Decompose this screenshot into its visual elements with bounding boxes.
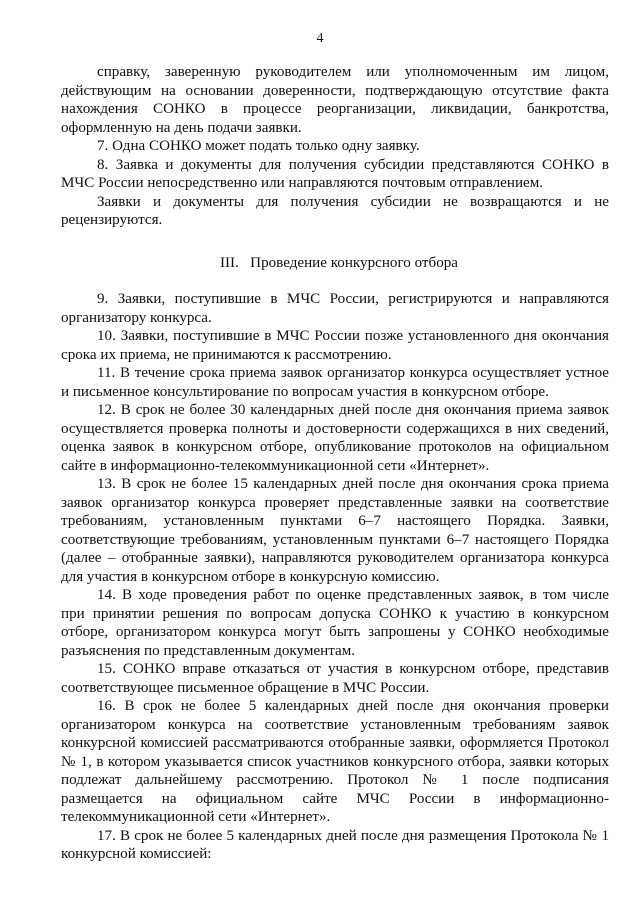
spacer — [61, 272, 609, 290]
page-number: 4 — [316, 31, 324, 46]
section-heading — [61, 254, 609, 273]
paragraph-10: 10. Заявки, поступившие в МЧС России позже установленного дня окончания срока их приема, не принимаются к рассмотрению. — [61, 328, 609, 363]
section-title: Проведение конкурсного отбора — [250, 254, 458, 271]
paragraph-15: 15. СОНКО вправе отказаться от участия в конкурсном отборе, представив соответствующее письменное обращение в МЧС России. — [61, 661, 609, 696]
section-number: III. — [219, 254, 239, 271]
paragraph-8: 8. Заявка и документы для получения субсидии представляются СОНКО в МЧС России непосредственно или направляются почтовым отправлением. — [61, 156, 609, 191]
paragraph-7: 7. Одна СОНКО может подать только одну заявку. — [97, 138, 420, 154]
paragraph-not-returned: Заявки и документы для получения субсидии не возвращаются и не рецензируются. — [61, 193, 609, 228]
paragraph-11: 11. В течение срока приема заявок организатор конкурса осуществляет устное и письменное консультирование по вопросам участия в конкурсном отборе. — [61, 365, 609, 400]
spacer — [61, 230, 609, 254]
paragraph-14: 14. В ходе проведения работ по оценке представленных заявок, в том числе при принятии решения по вопросам допуска СОНКО к участию в конкурсном отборе, организатором конкурса могут быть запрошены у СОНКО необходимые разъяснения по представленным документам. — [61, 587, 609, 659]
paragraph-16: 16. В срок не более 5 календарных дней после дня окончания проверки организатором конкурса на соответствие установленным требованиям заявок конкурсной комиссией рассматриваются отобранные заявки, оформляется Протокол № 1, в котором указывается список участников конкурсного отбора, заявки которых подлежат дальнейшему рассмотрению. Протокол № 1 после подписания размещается на официальном сайте МЧС России в информационно-телекоммуникационной сети «Интернет». — [61, 698, 609, 825]
document-body — [61, 63, 609, 864]
paragraph-17: 17. В срок не более 5 календарных дней после дня размещения Протокола № 1 конкурсной комиссией: — [61, 827, 609, 862]
paragraph-certificate: справку, заверенную руководителем или уполномоченным им лицом, действующим на основании доверенности, подтверждающую отсутствие факта нахождения СОНКО в процессе реорганизации, ликвидации, банкротства, оформленную на день подачи заявки. — [61, 64, 609, 136]
paragraph-13: 13. В срок не более 15 календарных дней после дня окончания срока приема заявок организатор конкурса проверяет представленные заявки на соответствие требованиям, установленным пунктами 6–7 настоящего Порядка. Заявки, соответствующие требованиям, установленным пунктами 6–7 настоящего Порядка (далее – отобранные заявки), направляются руководителем организатора конкурса для участия в конкурсном отборе в конкурсную комиссию. — [61, 476, 609, 585]
paragraph-12: 12. В срок не более 30 календарных дней после дня окончания приема заявок осуществляется проверка полноты и достоверности содержащихся в них сведений, оценка заявок в конкурсном отборе, опубликование протоколов на официальном сайте в информационно-телекоммуникационной сети «Интернет». — [61, 402, 609, 474]
paragraph-9: 9. Заявки, поступившие в МЧС России, регистрируются и направляются организатору конкурса. — [61, 291, 609, 326]
